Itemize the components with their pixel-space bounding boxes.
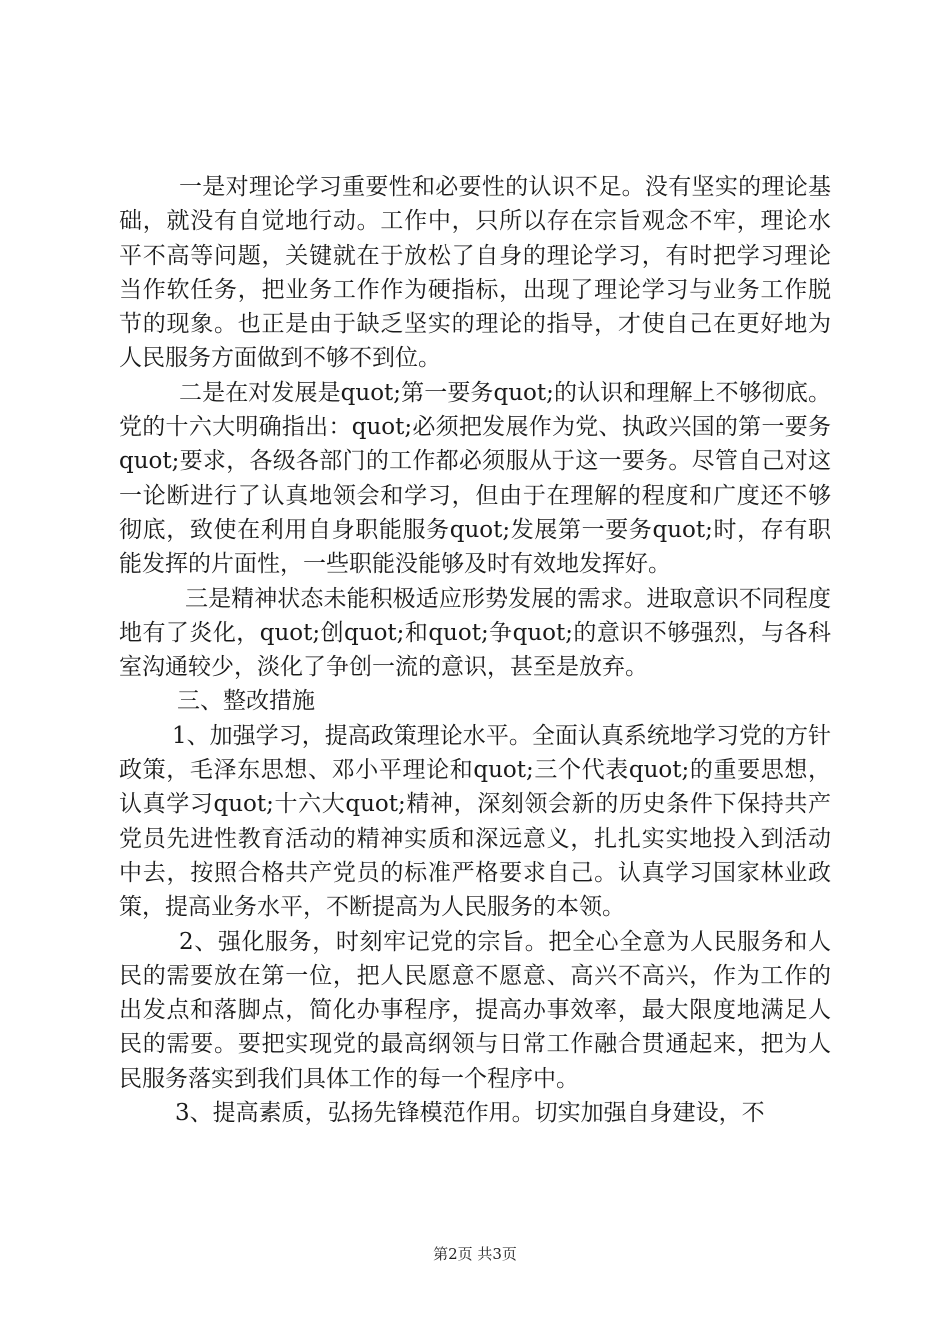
paragraph-3: 三是精神状态未能积极适应形势发展的需求。进取意识不同程度地有了炎化，quot;创quot;和quot;争quot;的意识不够强烈，与各科室沟通较少，淡化了争创一流的意识，甚至是放弃。 — [119, 585, 831, 681]
paragraph-1: 一是对理论学习重要性和必要性的认识不足。没有坚实的理论基础，就没有自觉地行动。工作中，只所以存在宗旨观念不牢，理论水平不高等问题，关键就在于放松了自身的理论学习，有时把学习理论当作软任务，把业务工作作为硬指标，出现了理论学习与业务工作脱节的现象。也正是由于缺乏坚实的理论的指导，才使自己在更好地为人民服务方面做到不够不到位。 — [119, 174, 831, 372]
paragraph-measure-3: 3、提高素质，弘扬先锋模范作用。切实加强自身建设，不 — [175, 1100, 765, 1127]
paragraph-measure-1: 1、加强学习，提高政策理论水平。全面认真系统地学习党的方针政策，毛泽东思想、邓小平理论和quot;三个代表quot;的重要思想，认真学习quot;十六大quot;精神，深刻领会新的历史条件下保持共产党员先进性教育活动的精神实质和深远意义，扎扎实实地投入到活动中去，按照合格共产党员的标准严格要求自己。认真学习国家林业政策，提高业务水平，不断提高为人民服务的本领。 — [119, 722, 831, 921]
paragraph-2: 二是在对发展是quot;第一要务quot;的认识和理解上不够彻底。党的十六大明确指出：quot;必须把发展作为党、执政兴国的第一要务quot;要求，各级各部门的工作都必须服从于这一要务。尽管自己对这一论断进行了认真地领会和学习，但由于在理解的程度和广度还不够彻底，致使在利用自身职能服务quot;发展第一要务quot;时，存有职能发挥的片面性，一些职能没能够及时有效地发挥好。 — [119, 379, 831, 578]
document-body — [119, 170, 831, 1130]
paragraph-measure-2: 2、强化服务，时刻牢记党的宗旨。把全心全意为人民服务和人民的需要放在第一位，把人民愿意不愿意、高兴不高兴，作为工作的出发点和落脚点，简化办事程序，提高办事效率，最大限度地满足人民的需要。要把实现党的最高纲领与日常工作融合贯通起来，把为人民服务落实到我们具体工作的每一个程序中。 — [119, 928, 831, 1092]
page-number-label: 第2页 共3页 — [433, 1245, 517, 1263]
section-heading-rectification: 三、整改措施 — [177, 688, 315, 715]
page-footer — [0, 1244, 950, 1264]
